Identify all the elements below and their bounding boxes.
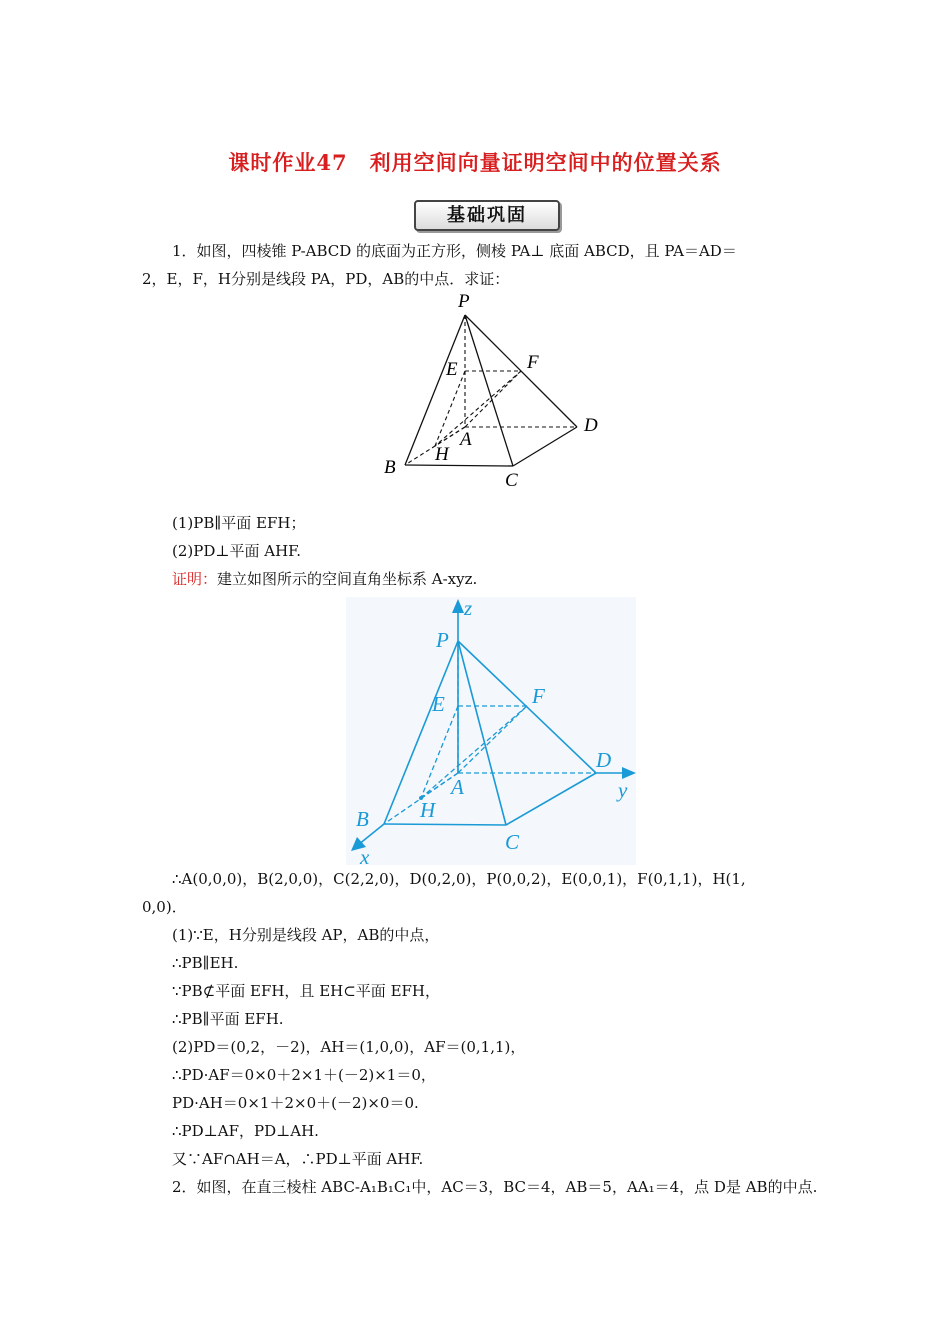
label-F: F (532, 684, 545, 708)
label-A: A (460, 429, 472, 450)
label-P: P (436, 628, 449, 652)
seg-AF (465, 371, 521, 427)
label-F: F (527, 352, 539, 373)
section-badge: 基础巩固 (414, 200, 560, 231)
edge-BC (384, 824, 506, 825)
label-H: H (420, 798, 436, 822)
label-P: P (458, 291, 470, 312)
proof-step-9: 又∵AF∩AH＝A，∴PD⊥平面 AHF. (172, 1150, 424, 1168)
label-z: z (464, 597, 473, 620)
label-D: D (584, 415, 598, 436)
proof-step-4: ∴PB∥平面 EFH. (172, 1010, 284, 1028)
label-E: E (446, 359, 458, 380)
label-B: B (356, 807, 369, 831)
edge-PC (465, 315, 513, 466)
proof-step-1: (1)∵E，H分别是线段 AP，AB的中点， (172, 926, 440, 944)
pyramid-axes-figure (346, 597, 636, 865)
problem1-line2: 2，E，F，H分别是线段 PA，PD，AB的中点．求证： (142, 270, 510, 288)
proof-step-2: ∴PB∥EH. (172, 954, 239, 972)
label-E: E (432, 692, 445, 716)
problem1-line1: 1．如图，四棱锥 P-ABCD 的底面为正方形，侧棱 PA⊥ 底面 ABCD，且 PA＝AD＝ (172, 242, 737, 260)
label-D: D (596, 748, 612, 772)
proof-step-6: ∴PD·AF＝0×0＋2×1＋(－2)×1＝0， (172, 1066, 436, 1084)
page-title: 课时作业47 利用空间向量证明空间中的位置关系 (228, 150, 722, 175)
proof-label: 证明： (172, 570, 218, 588)
seg-FH (435, 371, 521, 446)
edge-BC (405, 465, 513, 466)
label-B: B (384, 457, 396, 478)
label-C: C (505, 470, 518, 490)
edge-CD (513, 427, 577, 466)
label-H: H (435, 444, 449, 465)
question-1: (1)PB∥平面 EFH； (172, 514, 306, 532)
label-y: y (618, 778, 628, 802)
coords-line1: ∴A(0,0,0)，B(2,0,0)，C(2,2,0)，D(0,2,0)，P(0,0,2)，E(0,0,1)，F(0,1,1)，H(1, (172, 870, 746, 888)
problem2-line1: 2．如图，在直三棱柱 ABC-A₁B₁C₁中，AC＝3，BC＝4，AB＝5，AA₁＝4，点 D是 AB的中点. (172, 1178, 818, 1196)
proof-step-5: (2)PD＝(0,2，－2)，AH＝(1,0,0)，AF＝(0,1,1)， (172, 1038, 526, 1056)
question-2: (2)PD⊥平面 AHF. (172, 542, 301, 560)
label-x: x (360, 845, 370, 865)
pyramid-figure (380, 290, 605, 490)
proof-intro: 建立如图所示的空间直角坐标系 A-xyz. (217, 570, 478, 588)
proof-intro-line (172, 569, 477, 589)
coords-line2: 0,0)． (142, 898, 187, 916)
proof-step-7: PD·AH＝0×1＋2×0＋(－2)×0＝0. (172, 1094, 419, 1112)
label-C: C (505, 830, 520, 854)
proof-step-8: ∴PD⊥AF，PD⊥AH. (172, 1122, 319, 1140)
edge-PB (405, 315, 465, 465)
label-A: A (451, 775, 464, 799)
proof-step-3: ∵PB⊄平面 EFH，且 EH⊂平面 EFH， (172, 982, 441, 1000)
